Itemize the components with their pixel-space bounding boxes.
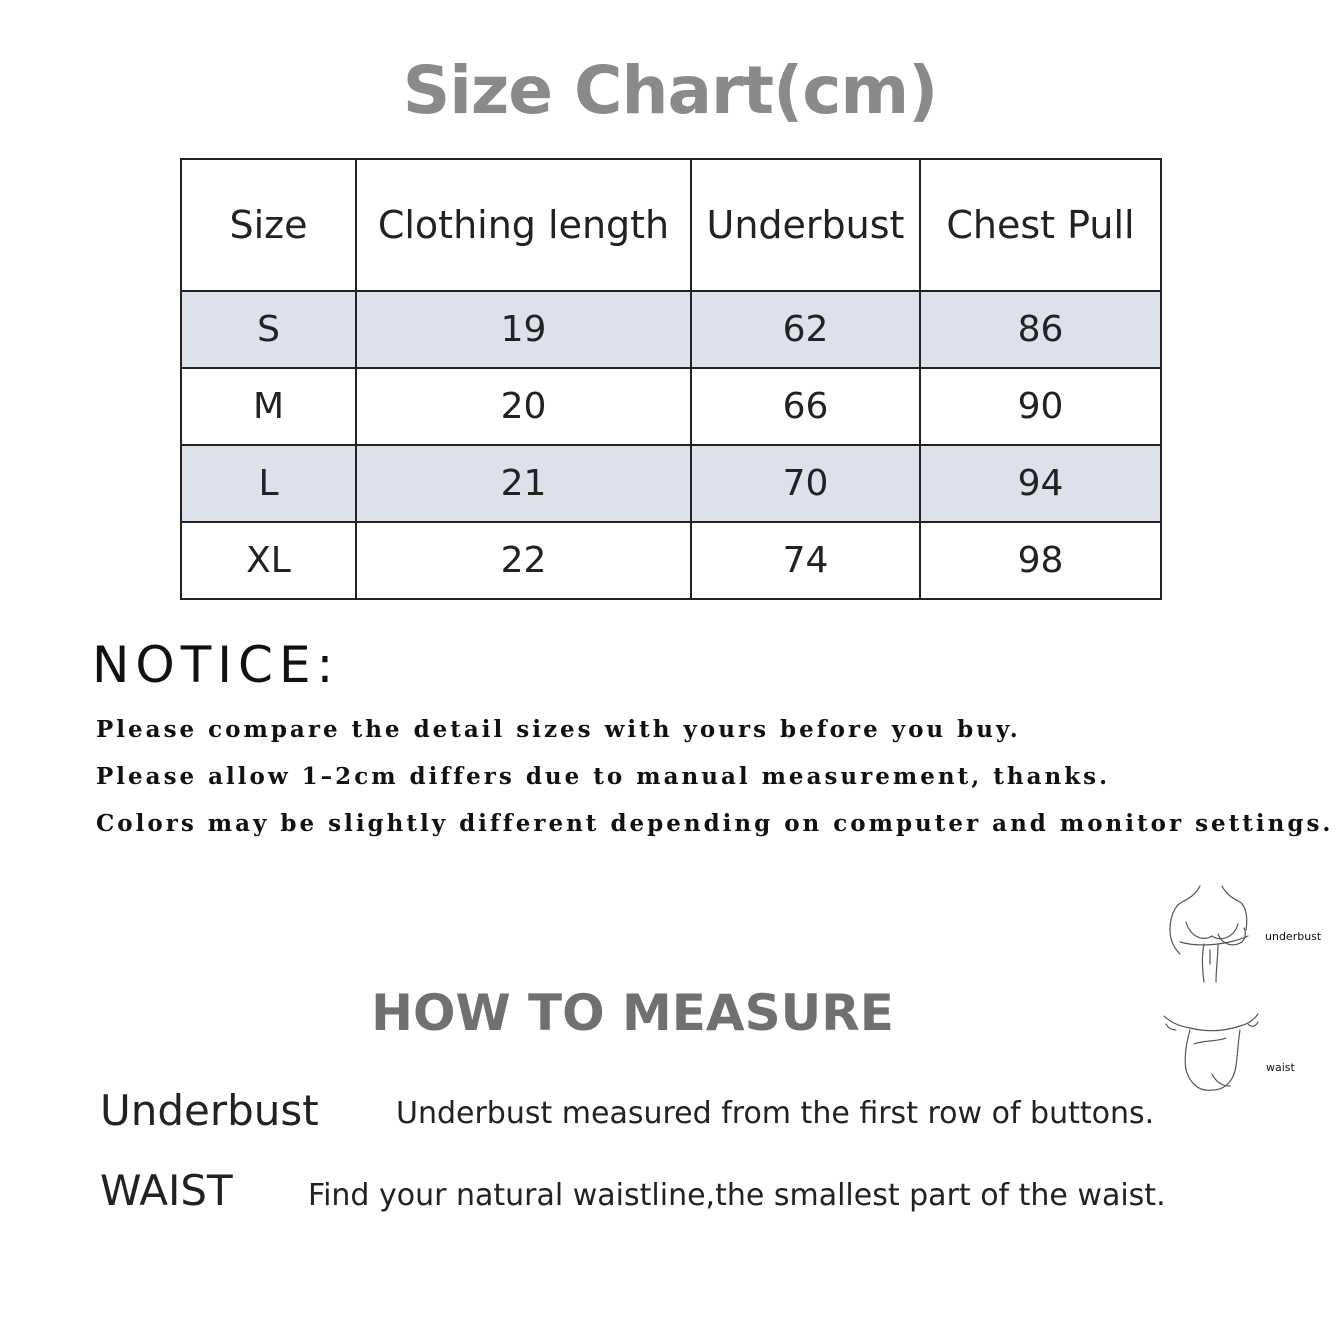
how-to-measure-title: HOW TO MEASURE (371, 984, 894, 1042)
table-cell: 94 (920, 445, 1161, 522)
table-cell: 20 (356, 368, 691, 445)
table-header-row (181, 159, 1161, 291)
table-row (181, 368, 1161, 445)
underbust-figure (1160, 884, 1260, 988)
underbust-figure-label: underbust (1265, 930, 1322, 943)
notice-line: Please allow 1–2cm differs due to manual measurement, thanks. (96, 763, 1111, 790)
table-cell: XL (181, 522, 356, 599)
table-cell: 19 (356, 291, 691, 368)
column-header: Underbust (691, 159, 920, 291)
table-cell: 90 (920, 368, 1161, 445)
table-row (181, 445, 1161, 522)
measure-desc-waist: Find your natural waistline,the smallest part of the waist. (308, 1178, 1166, 1213)
page-title: Size Chart(cm) (402, 52, 938, 129)
waist-figure-label: waist (1266, 1061, 1295, 1074)
column-header: Size (181, 159, 356, 291)
size-table (180, 158, 1162, 600)
table-cell: 98 (920, 522, 1161, 599)
table-cell: 22 (356, 522, 691, 599)
table-cell: 74 (691, 522, 920, 599)
table-cell: 86 (920, 291, 1161, 368)
notice-heading: NOTICE: (92, 636, 340, 694)
table-cell: M (181, 368, 356, 445)
notice-line: Colors may be slightly different depending on computer and monitor settings. (96, 810, 1334, 837)
measure-term-waist: WAIST (100, 1166, 233, 1215)
column-header: Chest Pull (920, 159, 1161, 291)
torso-underbust-icon (1160, 884, 1260, 984)
table-cell: S (181, 291, 356, 368)
table-row (181, 522, 1161, 599)
table-cell: 70 (691, 445, 920, 522)
table-cell: L (181, 445, 356, 522)
measure-desc-underbust: Underbust measured from the first row of buttons. (396, 1096, 1155, 1131)
table-cell: 21 (356, 445, 691, 522)
column-header: Clothing length (356, 159, 691, 291)
table-cell: 66 (691, 368, 920, 445)
table-cell: 62 (691, 291, 920, 368)
notice-line: Please compare the detail sizes with yours before you buy. (96, 716, 1021, 743)
table-row (181, 291, 1161, 368)
measure-term-underbust: Underbust (100, 1086, 319, 1135)
